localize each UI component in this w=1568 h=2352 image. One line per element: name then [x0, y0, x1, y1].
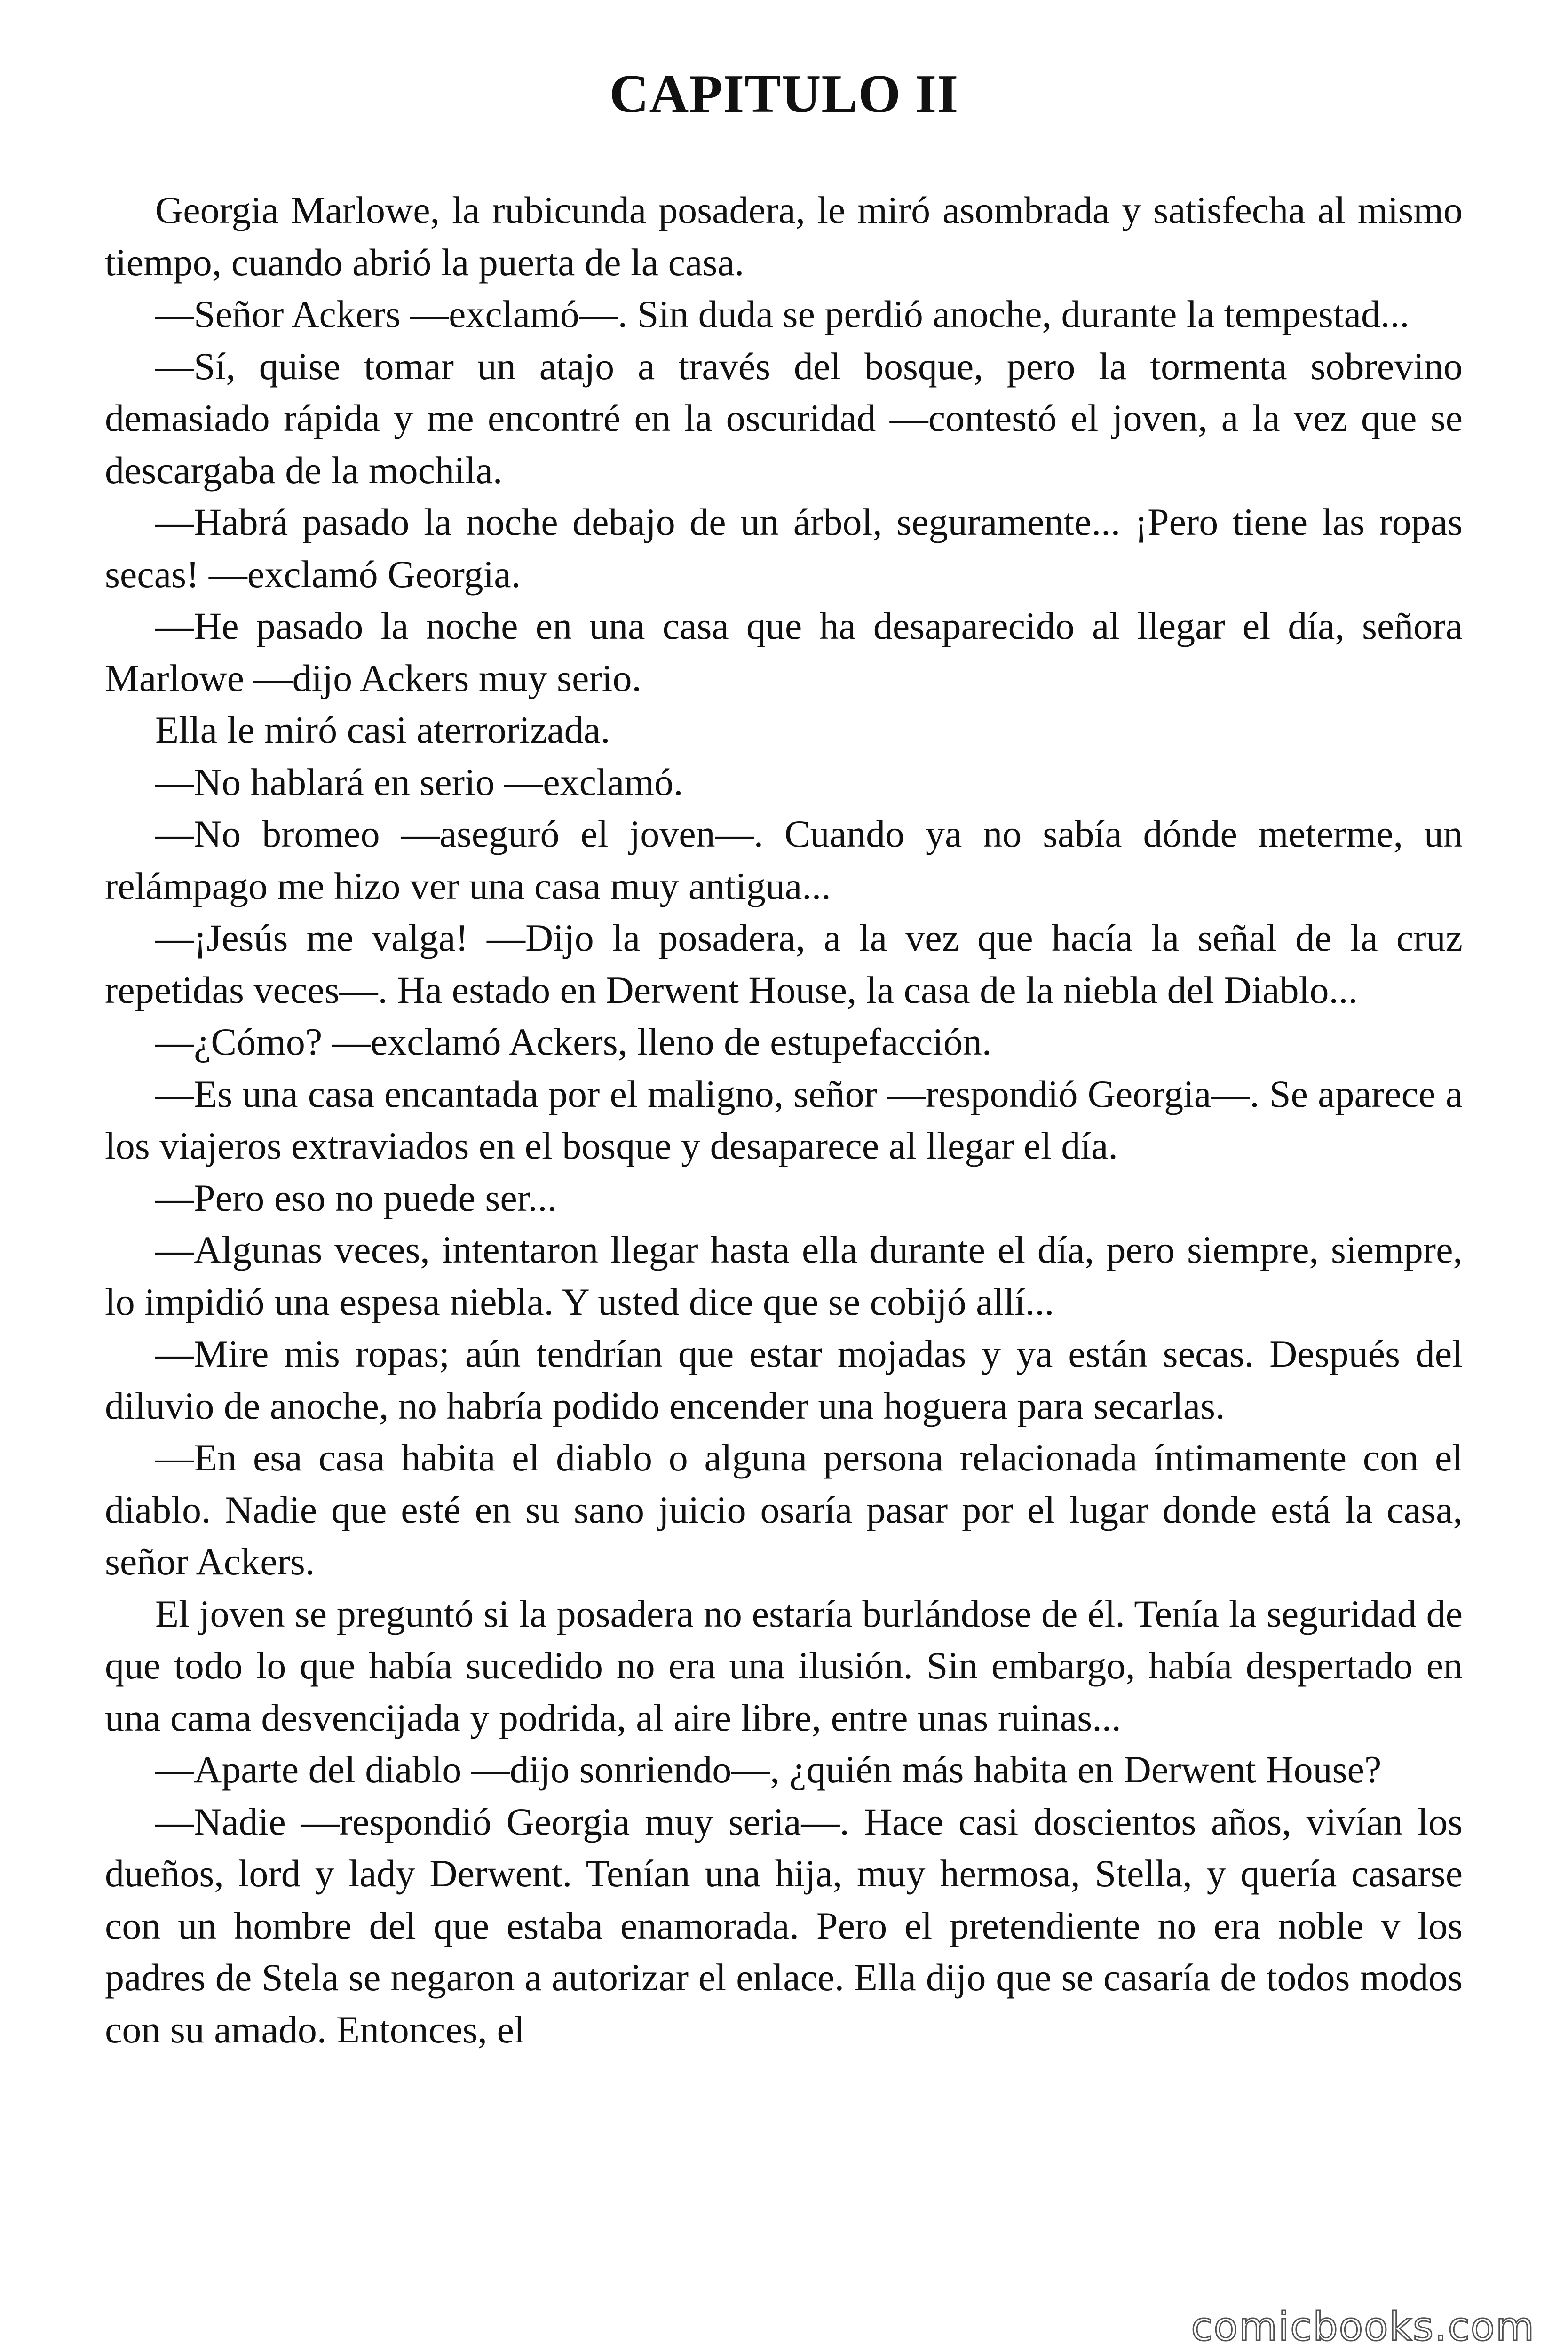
- paragraph: —He pasado la noche en una casa que ha desaparecido al llegar el día, señora Marlowe —dijo Ackers muy serio.: [105, 604, 1463, 699]
- paragraph: Georgia Marlowe, la rubicunda posadera, le miró asombrada y satisfecha al mismo tiempo, cuando abrió la puerta de la casa.: [105, 189, 1463, 284]
- paragraph: —Mire mis ropas; aún tendrían que estar mojadas y ya están secas. Después del diluvio de anoche, no habría podido encender una hoguera para secarlas.: [105, 1332, 1463, 1427]
- paragraph: —No hablará en serio —exclamó.: [155, 760, 683, 803]
- paragraph: —Sí, quise tomar un atajo a través del bosque, pero la tormenta sobrevino demasiado rápida y me encontré en la oscuridad —contestó el joven, a la vez que se descargaba de la mochila.: [105, 344, 1463, 492]
- paragraph: —¿Cómo? —exclamó Ackers, lleno de estupefacción.: [155, 1020, 992, 1063]
- paragraph: —Señor Ackers —exclamó—. Sin duda se perdió anoche, durante la tempestad...: [155, 293, 1410, 335]
- paragraph: —Es una casa encantada por el maligno, señor —respondió Georgia—. Se aparece a los viajeros extraviados en el bosque y desaparece al llegar el día.: [105, 1072, 1463, 1167]
- watermark: comicbooks.com: [1191, 2304, 1535, 2350]
- paragraph: —¡Jesús me valga! —Dijo la posadera, a la vez que hacía la señal de la cruz repetidas veces—. Ha estado en Derwent House, la casa de la niebla del Diablo...: [105, 916, 1463, 1011]
- chapter-body: [105, 184, 1463, 2056]
- paragraph: —Pero eso no puede ser...: [155, 1176, 557, 1219]
- paragraph: Ella le miró casi aterrorizada.: [155, 708, 610, 751]
- paragraph: —No bromeo —aseguró el joven—. Cuando ya no sabía dónde meterme, un relámpago me hizo ver una casa muy antigua...: [105, 812, 1463, 907]
- paragraph: El joven se preguntó si la posadera no estaría burlándose de él. Tenía la seguridad de que todo lo que había sucedido no era una ilusión. Sin embargo, había despertado en una cama desvencijada y podrida, al aire libre, entre unas ruinas...: [105, 1592, 1463, 1739]
- paragraph: —Nadie —respondió Georgia muy seria—. Hace casi doscientos años, vivían los dueños, lord y lady Derwent. Tenían una hija, muy hermosa, Stella, y quería casarse con un hombre del que estaba enamorada. Pero el pretendiente no era noble v los padres de Stela se negaron a autorizar el enlace. Ella dijo que se casaría de todos modos con su amado. Entonces, el: [105, 1800, 1463, 2051]
- paragraph: —Habrá pasado la noche debajo de un árbol, seguramente... ¡Pero tiene las ropas secas! —exclamó Georgia.: [105, 501, 1463, 596]
- chapter-title: CAPITULO II: [609, 64, 959, 124]
- paragraph: —En esa casa habita el diablo o alguna persona relacionada íntimamente con el diablo. Nadie que esté en su sano juicio osaría pasar por el lugar donde está la casa, señor Ackers.: [105, 1436, 1463, 1583]
- paragraph: —Algunas veces, intentaron llegar hasta ella durante el día, pero siempre, siempre, lo impidió una espesa niebla. Y usted dice que se cobijó allí...: [105, 1228, 1463, 1323]
- paragraph: —Aparte del diablo —dijo sonriendo—, ¿quién más habita en Derwent House?: [155, 1748, 1382, 1791]
